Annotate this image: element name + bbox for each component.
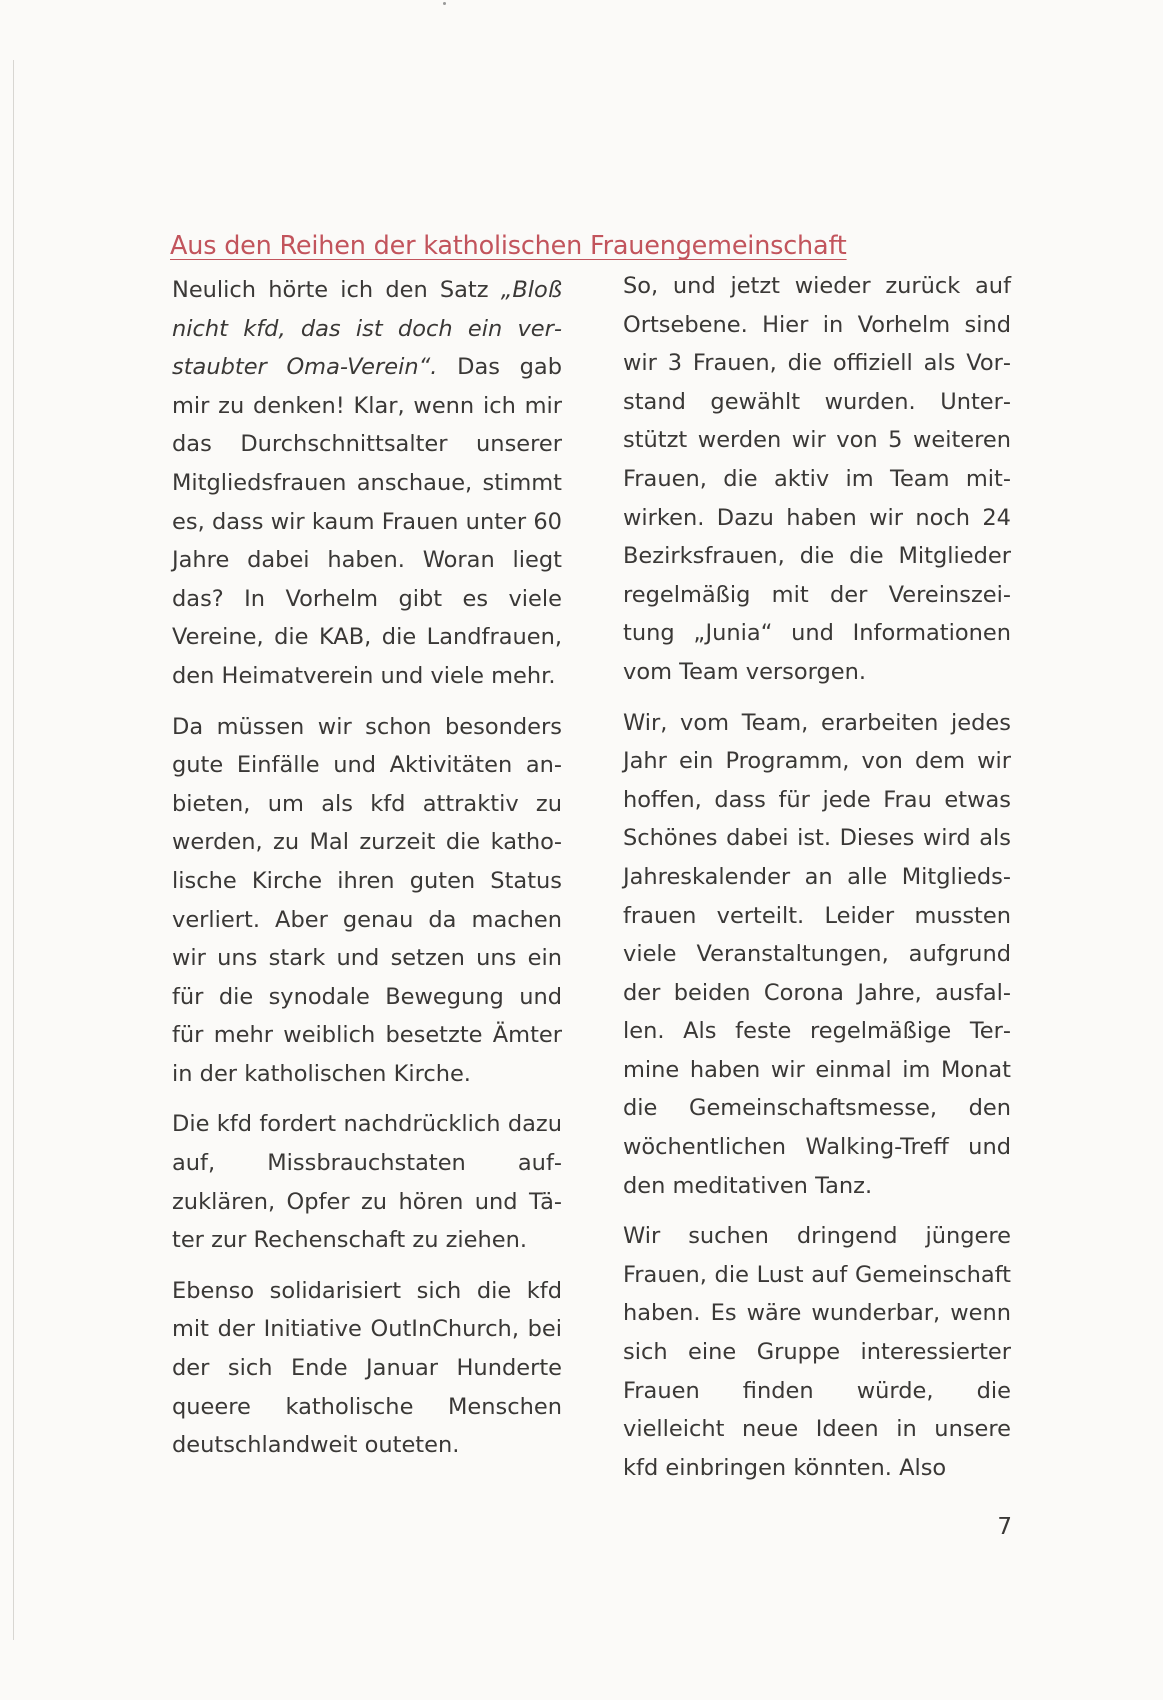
right-paragraph-3: Wir suchen dringend jüngere Frauen, die Lust auf Gemeinschaft haben. Es wäre wunderbar, wenn sich eine Gruppe interessierter Frauen finden würde, die vielleicht neue Ideen in unsere kfd einbringen könnten. Also: [623, 1223, 1011, 1481]
right-paragraph-2: Wir, vom Team, erarbeiten jedes Jahr ein Programm, von dem wir hoffen, dass für jede Frau etwas Schönes dabei ist. Dieses wird als Jahreskalender an alle Mitgliedsfrauen verteilt. Leider mussten viele Veranstaltungen, aufgrund der beiden Corona Jahre, ausfallen. Als feste regelmäßige Termine haben wir einmal im Monat die Gemeinschaftsmesse, den wöchentlichen Walking-Treff und den meditativen Tanz.: [623, 709, 1011, 1199]
right-paragraph-1: So, und jetzt wieder zurück auf Ortsebene. Hier in Vorhelm sind wir 3 Frauen, die offiziell als Vorstand gewählt wurden. Unterstützt werden wir von 5 weiteren Frauen, die aktiv im Team mitwirken. Dazu haben wir noch 24 Bezirksfrauen, die die Mitglieder regelmäßig mit der Vereinszeitung „Junia“ und Informationen vom Team versorgen.: [623, 273, 1011, 685]
scan-speck: [443, 2, 446, 5]
quote-text: „Bloß nicht kfd, das ist doch ein verstaubter Oma-Verein“.: [172, 277, 562, 381]
left-paragraph-3: Die kfd fordert nachdrücklich dazu auf, Missbrauchstaten aufzuklären, Opfer zu hören und Täter zur Rechenschaft zu ziehen.: [172, 1111, 562, 1254]
page-number: 7: [997, 1514, 1012, 1540]
left-paragraph-1-intro: Neulich hörte ich den Satz: [172, 277, 501, 303]
left-paragraph-1: [172, 271, 562, 696]
scan-page-edge: [13, 60, 14, 1640]
right-column: [623, 267, 1011, 1499]
section-heading: Aus den Reihen der katholischen Frauengemeinschaft: [170, 231, 847, 261]
left-column: [172, 271, 562, 1477]
left-paragraph-1-rest: Das gab mir zu denken! Klar, wenn ich mir das Durchschnittsalter unserer Mitgliedsfrauen anschaue, stimmt es, dass wir kaum Frauen unter 60 Jahre dabei haben. Woran liegt das? In Vorhelm gibt es viele Vereine, die KAB, die Landfrauen, den Heimatverein und viele mehr.: [172, 354, 562, 689]
left-paragraph-2: Da müssen wir schon besonders gute Einfälle und Aktivitäten anbieten, um als kfd attraktiv zu werden, zu Mal zurzeit die katholische Kirche ihren guten Status verliert. Aber genau da machen wir uns stark und setzen uns ein für die synodale Bewegung und für mehr weiblich besetzte Ämter in der katholischen Kirche.: [172, 713, 562, 1087]
left-paragraph-4: Ebenso solidarisiert sich die kfd mit der Initiative OutInChurch, bei der sich Ende Januar Hunderte queere katholische Menschen deutschlandweit outeten.: [172, 1277, 562, 1459]
